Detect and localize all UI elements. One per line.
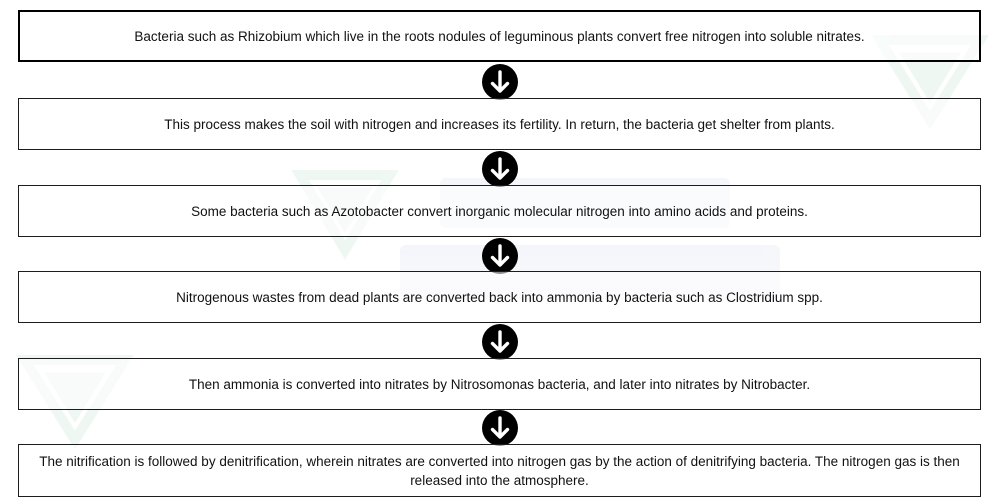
arrow-down-circle-icon [482,151,518,187]
flow-step-5-text: Then ammonia is converted into nitrates by Nitrosomonas bacteria, and later into nitrates by Nitrobacter. [188,376,811,392]
flow-step-6-text: The nitrification is followed by denitrification, wherein nitrates are converted into nitrogen gas by the action of denitrifying bacteria. The nitrogen gas is then released into the atmosphere. [39,453,960,488]
arrow-down-circle-icon [482,324,518,360]
flow-step-4 [18,271,981,323]
flow-step-2-text: This process makes the soil with nitrogen and increases its fertility. In return, the bacteria get shelter from plants. [164,116,835,132]
flow-step-5 [18,358,981,410]
flow-step-3-text: Some bacteria such as Azotobacter convert inorganic molecular nitrogen into amino acids and proteins. [191,203,808,219]
arrow-down-circle-icon [482,238,518,274]
flow-step-1 [18,10,981,62]
arrow-down-circle-icon [482,410,518,446]
flow-step-4-text: Nitrogenous wastes from dead plants are converted back into ammonia by bacteria such as Clostridium spp. [176,289,823,305]
flow-step-3 [18,185,981,237]
flow-step-2 [18,98,981,150]
flow-step-1-text: Bacteria such as Rhizobium which live in the roots nodules of leguminous plants convert free nitrogen into soluble nitrates. [134,28,865,44]
flow-step-6 [18,444,981,497]
arrow-down-circle-icon [482,64,518,100]
